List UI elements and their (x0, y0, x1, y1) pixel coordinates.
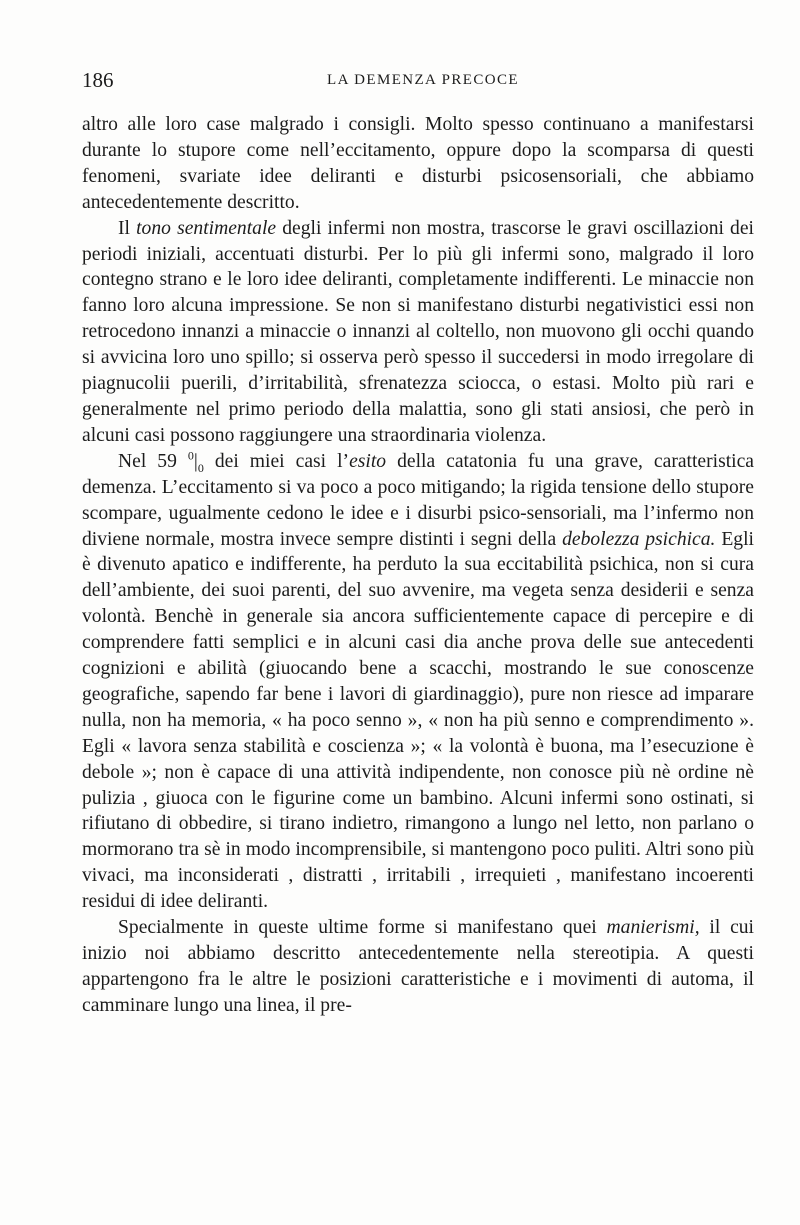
page-number: 186 (82, 68, 114, 92)
running-head (82, 68, 754, 98)
text-run: 0 (197, 460, 204, 475)
text-run: | (193, 450, 198, 472)
text-run: Egli è divenuto apatico e indifferente, ha perduto la sua eccitabilità psichica, non si cura dell’ambiente, dei suoi parenti, del suo avvenire, ma vegeta senza desiderii e senza volontà. Benchè in generale sia ancora sufficientemente capace di percepire e di comprendere fatti semplici e in alcuni casi dia anche prova delle sue antecedenti cognizioni e abilità (giuocando bene a scacchi, mostrando le sue conoscenze geografiche, sapendo far bene i lavori di giardinaggio), pure non riesce ad imparare nulla, non ha memoria, « ha poco senno », « non ha più senno e comprendimento ». Egli « lavora senza stabilità e coscienza »; « la volontà è buona, ma l’esecuzione è debole »; non è capace di una attività indipendente, non conosce più nè ordine nè pulizia , giuoca con le figurine come un bambino. Alcuni infermi sono ostinati, si rifiutano di obbedire, si tirano indietro, rimangono a lungo nel letto, non parlano o mormorano tra sè in modo incomprensibile, si mantengono poco puliti. Altri sono più vivaci, ma inconsiderati , distratti , irritabili , irrequieti , manifestano incoerenti residui di idee deliranti. (82, 528, 754, 913)
paragraph (82, 216, 754, 449)
text-run: Specialmente in queste ultime forme si manifestano quei (118, 917, 607, 939)
paragraph (82, 915, 754, 1019)
italic-text: manierismi, (606, 917, 700, 939)
italic-text: tono sentimentale (136, 217, 277, 239)
italic-text: esito (349, 450, 387, 472)
text-run: il cui inizio noi abbiamo descritto antecedentemente nella stereotipia. A questi appartengono fra le altre le posizioni caratteristiche e i movimenti di automa, il camminare lungo una linea, il pre- (82, 917, 754, 1016)
body-text (82, 112, 754, 1019)
italic-text: debolezza psichica. (562, 528, 716, 550)
text-run: Il (118, 217, 137, 239)
text-run: degli infermi non mostra, trascorse le gravi oscillazioni dei periodi iniziali, accentuati disturbi. Per lo più gli infermi sono, malgrado il loro contegno strano e le loro idee deliranti, completamente indifferenti. Le minaccie non fanno loro alcuna impressione. Se non si manifestano disturbi negativistici essi non retrocedono innanzi a minaccie o innanzi al coltello, non muovono gli occhi quando si avvicina loro uno spillo; si osserva però spesso il succedersi in modo irregolare di piagnucolii puerili, d’irritabilità, sfrenatezza sciocca, o estasi. Molto più rari e generalmente nel primo periodo della malattia, sono gli stati ansiosi, che però in alcuni casi possono raggiungere una straordinaria violenza. (82, 217, 754, 446)
running-title: LA DEMENZA PRECOCE (327, 72, 519, 88)
text-run: dei miei casi l’ (203, 450, 350, 472)
text-run: 0 (187, 448, 194, 463)
paragraph (82, 449, 754, 915)
text-run: della catatonia fu una grave, caratteristica demenza. L’eccitamento si va poco a poco mitigando; la rigida tensione dello stupore scompare, ugualmente cedono le idee e i disurbi psico-sensoriali, ma l’infermo non diviene normale, mostra invece sempre distinti i segni della (82, 450, 754, 550)
paragraph (82, 112, 754, 216)
text-run: altro alle loro case malgrado i consigli. Molto spesso continuano a manifestarsi durante lo stupore come nell’eccitamento, oppure dopo la scomparsa di questi fenomeni, svariate idee deliranti e disturbi psicosensoriali, che abbiamo antecedentemente descritto. (82, 114, 754, 213)
text-run: Nel 59 (118, 450, 188, 472)
